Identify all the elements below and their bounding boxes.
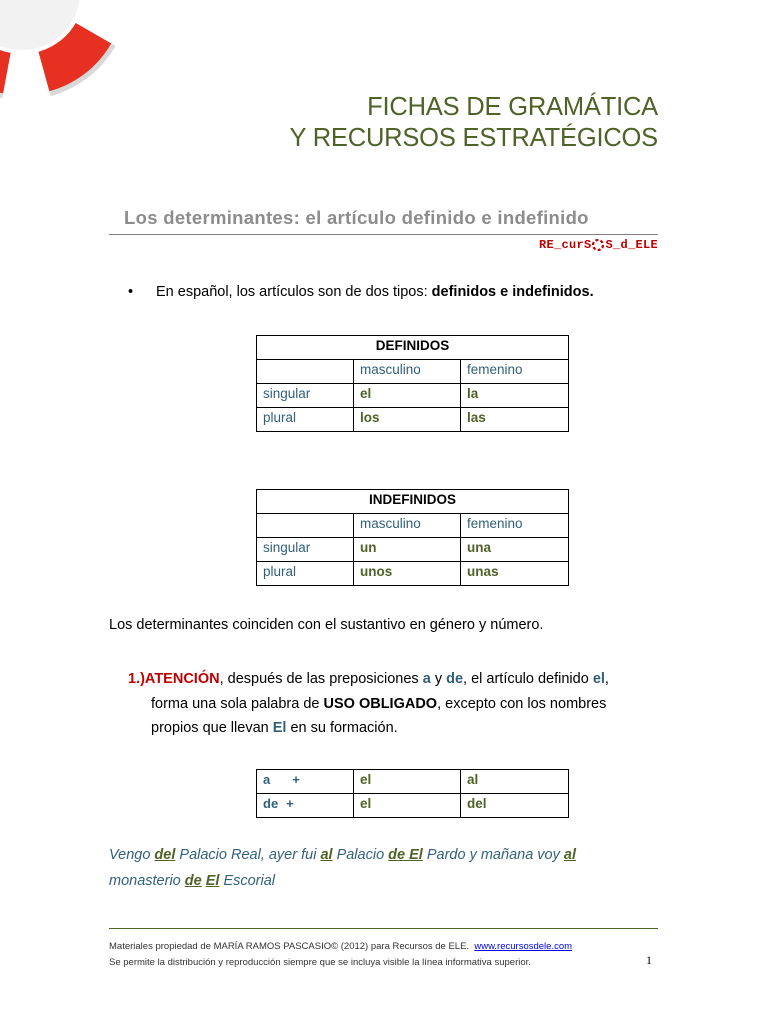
ex-text: monasterio [109, 873, 185, 889]
note-text: y [430, 671, 447, 687]
empty-cell [257, 514, 354, 538]
note-El: El [272, 720, 287, 736]
note-text: , el artículo definido [463, 671, 593, 687]
page-title [289, 92, 658, 154]
prep: a [263, 772, 271, 787]
cell-value: al [461, 770, 569, 794]
row-label: singular [257, 384, 354, 408]
note-text: , después de las preposiciones [219, 671, 423, 687]
col-header: femenino [461, 514, 569, 538]
brand-logo [539, 238, 658, 252]
table-title: INDEFINIDOS [257, 490, 569, 514]
row-label: plural [257, 562, 354, 586]
cell-value: unas [461, 562, 569, 586]
prep-cell [257, 770, 354, 794]
table-title: DEFINIDOS [257, 336, 569, 360]
logo-text-right: S_d_ELE [605, 238, 658, 252]
note-label: 1.)ATENCIÓN [128, 671, 220, 687]
footer-divider [109, 928, 658, 929]
prep: de [263, 796, 279, 811]
col-header: femenino [461, 360, 569, 384]
ex-text: Palacio [332, 847, 389, 863]
note-line-1 [128, 667, 658, 692]
logo-text-left: RE_curS [538, 238, 592, 252]
intro-text [156, 284, 594, 300]
table-indefinidos [256, 489, 569, 586]
ex-highlight: al [320, 847, 333, 863]
intro-plain: En español, los artículos son de dos tipos: [156, 284, 432, 300]
cell-value: las [461, 408, 569, 432]
note-text: , excepto con los nombres [437, 695, 607, 712]
prep-cell [257, 794, 354, 818]
cell-value: el [354, 794, 461, 818]
title-line-2: Y RECURSOS ESTRATÉGICOS [289, 124, 658, 152]
row-label: plural [257, 408, 354, 432]
cell-value: el [354, 770, 461, 794]
ex-text: Escorial [219, 873, 276, 889]
intro-bold: definidos e indefinidos. [431, 284, 594, 300]
note-text: forma una sola palabra de [151, 695, 324, 712]
col-header: masculino [354, 360, 461, 384]
ex-highlight: El [205, 873, 220, 889]
cell-value: una [461, 538, 569, 562]
note-text: propios que llevan [151, 720, 273, 736]
note-text: , [604, 671, 609, 687]
cell-value: el [354, 384, 461, 408]
header-divider [109, 234, 658, 235]
note-uso-obligado: USO OBLIGADO [323, 695, 438, 712]
row-label: singular [257, 538, 354, 562]
ex-highlight: al [563, 847, 576, 863]
cell-value: del [461, 794, 569, 818]
note-line-3 [128, 716, 658, 741]
ex-highlight: del [154, 847, 176, 863]
lifebuoy-icon [0, 0, 140, 130]
ex-text: Palacio Real, ayer fui [175, 847, 321, 863]
ex-highlight: de [184, 873, 202, 889]
table-definidos [256, 335, 569, 432]
cell-value: los [354, 408, 461, 432]
example-sentence [109, 842, 658, 894]
subtitle: Los determinantes: el artículo definido e indefinido [124, 207, 589, 228]
footer-line-2: Se permite la distribución y reproducción siempre que se incluya visible la línea informativa superior. [109, 956, 531, 968]
bullet-mark: • [128, 284, 134, 300]
note-article-el: el [592, 671, 605, 687]
cell-value: unos [354, 562, 461, 586]
title-line-1: FICHAS DE GRAMÁTICA [367, 93, 658, 121]
agreement-text: Los determinantes coinciden con el sustantivo en género y número. [109, 617, 544, 633]
attention-note [128, 667, 658, 741]
cell-value: la [461, 384, 569, 408]
note-prep-de: de [446, 671, 464, 687]
page-number: 1 [646, 953, 652, 967]
note-text: en su formación. [286, 720, 398, 736]
empty-cell [257, 360, 354, 384]
footer-link[interactable]: www.recursosdele.com [474, 941, 573, 952]
ex-highlight: de El [388, 847, 423, 863]
plus-sign: + [292, 772, 300, 787]
ex-text: Vengo [109, 847, 155, 863]
footer-copyright: Materiales propiedad de MARÍA RAMOS PASCASIO© (2012) para Recursos de ELE. [109, 941, 470, 952]
lifebuoy-logo-icon [591, 239, 605, 251]
footer [109, 939, 572, 970]
cell-value: un [354, 538, 461, 562]
note-prep-a: a [422, 671, 431, 687]
footer-line-1 [109, 939, 572, 955]
note-line-2 [128, 692, 658, 717]
col-header: masculino [354, 514, 461, 538]
plus-sign: + [286, 796, 294, 811]
ex-text: Pardo y mañana voy [422, 847, 564, 863]
table-contractions [256, 769, 569, 818]
